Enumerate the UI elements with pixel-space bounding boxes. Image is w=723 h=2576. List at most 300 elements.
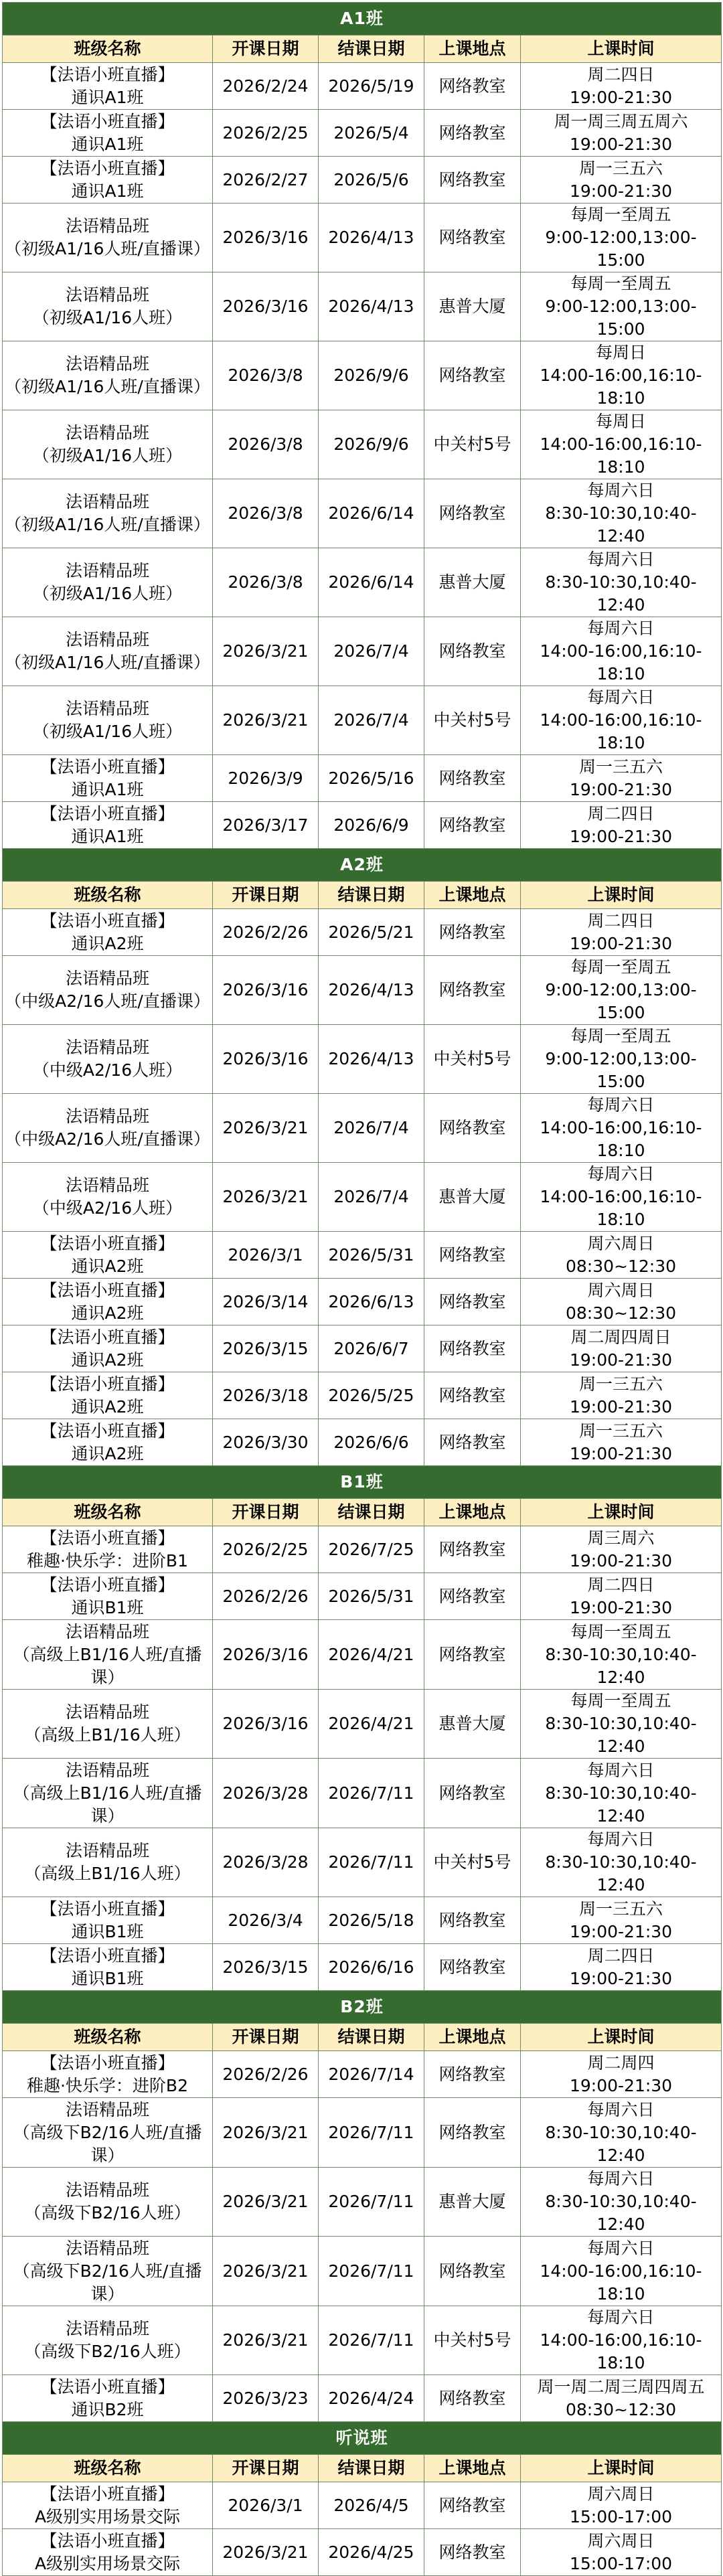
end-date-cell: 2026/4/24 (319, 2375, 424, 2422)
table-row (3, 617, 722, 686)
end-date-cell: 2026/6/14 (319, 479, 424, 548)
table-row (3, 2051, 722, 2098)
end-date-cell: 2026/6/13 (319, 1279, 424, 1325)
cell-line: 法语精品班 (65, 285, 149, 305)
cell-line: 8:30-10:30,10:40-12:40 (545, 503, 697, 546)
cell-line: 【法语小班直播】 (40, 910, 175, 931)
location-cell: 网络教室 (424, 802, 521, 849)
table-row (3, 1419, 722, 1466)
cell-line: 法语精品班 (65, 2099, 149, 2119)
cell-line: 周二四日 (587, 1945, 655, 1965)
table-row (3, 909, 722, 956)
cell-line: 15:00-17:00 (569, 2553, 673, 2573)
start-date-cell: 2026/3/14 (213, 1279, 319, 1325)
table-row (3, 63, 722, 110)
cell-line: 通识A2班 (71, 1256, 144, 1276)
class-name-cell (3, 341, 213, 410)
section-title-row (3, 3, 722, 35)
cell-line: （初级A1/16人班/直播课） (5, 239, 210, 258)
table-row (3, 157, 722, 204)
cell-line: （中级A2/16人班） (32, 1198, 183, 1218)
class-time-cell (521, 686, 722, 755)
start-date-cell: 2026/3/21 (213, 2237, 319, 2306)
cell-line: 法语精品班 (65, 1038, 149, 1057)
section-title: A1班 (3, 3, 722, 35)
cell-line: 通识A1班 (71, 181, 144, 201)
table-row (3, 802, 722, 849)
cell-line: （高级下B2/16人班/直播 (13, 2122, 202, 2142)
class-name-cell (3, 617, 213, 686)
cell-line: 周二周四周日 (570, 1327, 671, 1347)
header-class-time: 上课时间 (521, 35, 722, 63)
class-name-cell (3, 802, 213, 849)
class-time-cell (521, 2482, 722, 2529)
cell-line: 【法语小班直播】 (40, 2052, 175, 2073)
location-cell: 中关村5号 (424, 410, 521, 479)
end-date-cell: 2026/4/13 (319, 204, 424, 272)
start-date-cell: 2026/2/26 (213, 2051, 319, 2098)
class-time-cell (521, 1759, 722, 1828)
end-date-cell: 2026/5/25 (319, 1372, 424, 1419)
cell-line: 法语精品班 (65, 423, 149, 442)
start-date-cell: 2026/3/1 (213, 1232, 319, 1279)
class-time-cell (521, 909, 722, 956)
cell-line: 法语精品班 (65, 1841, 149, 1860)
location-cell: 网络教室 (424, 157, 521, 204)
location-cell: 中关村5号 (424, 2306, 521, 2375)
cell-line: 19:00-21:30 (569, 1350, 673, 1370)
class-name-cell (3, 272, 213, 341)
table-row (3, 686, 722, 755)
cell-line: 19:00-21:30 (569, 1550, 673, 1571)
start-date-cell: 2026/3/17 (213, 802, 319, 849)
cell-line: 8:30-10:30,10:40-12:40 (545, 2192, 697, 2234)
start-date-cell: 2026/2/27 (213, 157, 319, 204)
cell-line: 19:00-21:30 (569, 1597, 673, 1617)
cell-line: 19:00-21:30 (569, 933, 673, 953)
cell-line: 法语精品班 (65, 2319, 149, 2338)
class-time-cell (521, 755, 722, 802)
header-start-date: 开课日期 (213, 882, 319, 909)
start-date-cell: 2026/3/28 (213, 1759, 319, 1828)
cell-line: 【法语小班直播】 (40, 158, 175, 178)
cell-line: 法语精品班 (65, 216, 149, 236)
cell-line: 8:30-10:30,10:40-12:40 (545, 1644, 697, 1687)
cell-line: 8:30-10:30,10:40-12:40 (545, 1783, 697, 1826)
cell-line: 通识A2班 (71, 1350, 144, 1370)
cell-line: 周六周日 (587, 2484, 655, 2504)
location-cell: 网络教室 (424, 2051, 521, 2098)
location-cell: 网络教室 (424, 63, 521, 110)
class-time-cell (521, 802, 722, 849)
class-name-cell (3, 1232, 213, 1279)
cell-line: 19:00-21:30 (569, 87, 673, 107)
cell-line: 通识B1班 (71, 1597, 144, 1617)
header-class-time: 上课时间 (521, 1499, 722, 1526)
section-title: B2班 (3, 1991, 722, 2024)
class-name-cell (3, 909, 213, 956)
start-date-cell: 2026/3/8 (213, 410, 319, 479)
location-cell: 网络教室 (424, 1573, 521, 1620)
location-cell: 网络教室 (424, 909, 521, 956)
cell-line: 法语精品班 (65, 1621, 149, 1641)
cell-line: （初级A1/16人班） (32, 722, 183, 741)
end-date-cell: 2026/4/5 (319, 2482, 424, 2529)
start-date-cell: 2026/3/28 (213, 1828, 319, 1897)
class-name-cell (3, 2529, 213, 2576)
class-name-cell (3, 2482, 213, 2529)
cell-line: （初级A1/16人班/直播课） (5, 653, 210, 672)
cell-line: （高级上B1/16人班） (24, 1864, 191, 1883)
class-time-cell (521, 2098, 722, 2168)
cell-line: 每周六日 (587, 550, 655, 569)
location-cell: 网络教室 (424, 1944, 521, 1991)
class-time-cell (521, 617, 722, 686)
cell-line: 周一三五六 (579, 1899, 663, 1919)
cell-line: 稚趣·快乐学：进阶B2 (26, 2075, 188, 2095)
cell-line: 19:00-21:30 (569, 1396, 673, 1417)
end-date-cell: 2026/7/11 (319, 2168, 424, 2237)
cell-line: 【法语小班直播】 (40, 1327, 175, 1347)
end-date-cell: 2026/7/25 (319, 1526, 424, 1573)
class-time-cell (521, 1279, 722, 1325)
cell-line: 周一周二周三周四周五 (537, 2377, 705, 2397)
class-time-cell (521, 1944, 722, 1991)
location-cell: 网络教室 (424, 2375, 521, 2422)
class-name-cell (3, 63, 213, 110)
class-time-cell (521, 1828, 722, 1897)
start-date-cell: 2026/3/16 (213, 1025, 319, 1094)
course-schedule-table (2, 2, 722, 2576)
section-title-row (3, 1466, 722, 1499)
end-date-cell: 2026/4/13 (319, 272, 424, 341)
cell-line: 通识A1班 (71, 134, 144, 154)
cell-line: 法语精品班 (65, 2180, 149, 2200)
cell-line: 每周日 (596, 343, 647, 362)
class-time-cell (521, 1163, 722, 1232)
cell-line: 9:00-12:00,13:00-15:00 (545, 980, 697, 1022)
start-date-cell: 2026/3/21 (213, 2306, 319, 2375)
class-name-cell (3, 479, 213, 548)
column-header-row (3, 35, 722, 63)
class-name-cell (3, 1897, 213, 1944)
location-cell: 网络教室 (424, 1279, 521, 1325)
end-date-cell: 2026/7/4 (319, 1163, 424, 1232)
table-row (3, 1094, 722, 1163)
section-title: 听说班 (3, 2422, 722, 2455)
end-date-cell: 2026/5/21 (319, 909, 424, 956)
start-date-cell: 2026/2/26 (213, 1573, 319, 1620)
class-name-cell (3, 2237, 213, 2306)
column-header-row (3, 2024, 722, 2051)
class-time-cell (521, 410, 722, 479)
section-title: B1班 (3, 1466, 722, 1499)
header-end-date: 结课日期 (319, 35, 424, 63)
cell-line: A级别实用场景交际 (34, 2506, 181, 2526)
header-class-name: 班级名称 (3, 2455, 213, 2482)
cell-line: 每周六日 (587, 1760, 655, 1780)
cell-line: 14:00-16:00,16:10-18:10 (540, 1187, 702, 1229)
cell-line: 每周一至周五 (570, 205, 671, 224)
cell-line: 每周日 (596, 412, 647, 431)
start-date-cell: 2026/3/16 (213, 204, 319, 272)
start-date-cell: 2026/3/16 (213, 956, 319, 1025)
class-time-cell (521, 2051, 722, 2098)
class-time-cell (521, 1325, 722, 1372)
cell-line: 法语精品班 (65, 699, 149, 718)
cell-line: 每周六日 (587, 2169, 655, 2188)
header-start-date: 开课日期 (213, 2024, 319, 2051)
class-name-cell (3, 2306, 213, 2375)
cell-line: 法语精品班 (65, 2238, 149, 2258)
class-time-cell (521, 1025, 722, 1094)
class-time-cell (521, 2237, 722, 2306)
table-row (3, 548, 722, 617)
cell-line: 【法语小班直播】 (40, 1374, 175, 1394)
header-end-date: 结课日期 (319, 882, 424, 909)
header-location: 上课地点 (424, 35, 521, 63)
cell-line: 法语精品班 (65, 354, 149, 374)
header-end-date: 结课日期 (319, 2455, 424, 2482)
class-time-cell (521, 548, 722, 617)
table-row (3, 2375, 722, 2422)
cell-line: 【法语小班直播】 (40, 1233, 175, 1253)
cell-line: 通识A1班 (71, 826, 144, 846)
cell-line: 9:00-12:00,13:00-15:00 (545, 297, 697, 339)
end-date-cell: 2026/6/7 (319, 1325, 424, 1372)
location-cell: 中关村5号 (424, 1025, 521, 1094)
cell-line: （中级A2/16人班） (32, 1060, 183, 1080)
class-name-cell (3, 1759, 213, 1828)
class-time-cell (521, 2375, 722, 2422)
section-title-row (3, 849, 722, 882)
start-date-cell: 2026/3/8 (213, 548, 319, 617)
end-date-cell: 2026/5/4 (319, 110, 424, 157)
start-date-cell: 2026/3/16 (213, 1690, 319, 1759)
table-row (3, 1279, 722, 1325)
cell-line: 19:00-21:30 (569, 134, 673, 154)
start-date-cell: 2026/2/24 (213, 63, 319, 110)
header-class-time: 上课时间 (521, 882, 722, 909)
class-name-cell (3, 2168, 213, 2237)
cell-line: 每周六日 (587, 1830, 655, 1849)
cell-line: 法语精品班 (65, 969, 149, 988)
end-date-cell: 2026/6/6 (319, 1419, 424, 1466)
start-date-cell: 2026/3/8 (213, 341, 319, 410)
location-cell: 网络教室 (424, 956, 521, 1025)
header-start-date: 开课日期 (213, 2455, 319, 2482)
location-cell: 网络教室 (424, 1325, 521, 1372)
class-time-cell (521, 1897, 722, 1944)
location-cell: 网络教室 (424, 1526, 521, 1573)
cell-line: 【法语小班直播】 (40, 2377, 175, 2397)
end-date-cell: 2026/7/4 (319, 1094, 424, 1163)
end-date-cell: 2026/4/21 (319, 1690, 424, 1759)
start-date-cell: 2026/2/25 (213, 110, 319, 157)
class-time-cell (521, 157, 722, 204)
cell-line: 周二四日 (587, 803, 655, 823)
table-row (3, 1526, 722, 1573)
cell-line: 法语精品班 (65, 492, 149, 511)
start-date-cell: 2026/3/8 (213, 479, 319, 548)
end-date-cell: 2026/5/31 (319, 1232, 424, 1279)
cell-line: 【法语小班直播】 (40, 2530, 175, 2551)
cell-line: 通识A2班 (71, 1396, 144, 1417)
end-date-cell: 2026/5/19 (319, 63, 424, 110)
cell-line: 法语精品班 (65, 1107, 149, 1126)
cell-line: 每周六日 (587, 481, 655, 500)
table-row (3, 341, 722, 410)
cell-line: 【法语小班直播】 (40, 64, 175, 84)
location-cell: 网络教室 (424, 1759, 521, 1828)
class-time-cell (521, 1620, 722, 1690)
cell-line: 周一三五六 (579, 1374, 663, 1394)
class-time-cell (521, 1690, 722, 1759)
location-cell: 网络教室 (424, 2482, 521, 2529)
location-cell: 网络教室 (424, 204, 521, 272)
class-name-cell (3, 1419, 213, 1466)
start-date-cell: 2026/3/16 (213, 1620, 319, 1690)
start-date-cell: 2026/3/9 (213, 755, 319, 802)
location-cell: 惠普大厦 (424, 1690, 521, 1759)
class-time-cell (521, 272, 722, 341)
cell-line: 每周六日 (587, 619, 655, 638)
cell-line: 通识A2班 (71, 933, 144, 953)
table-row (3, 1573, 722, 1620)
cell-line: 通识A1班 (71, 87, 144, 107)
cell-line: 法语精品班 (65, 561, 149, 580)
cell-line: （高级下B2/16人班/直播 (13, 2261, 202, 2281)
cell-line: 8:30-10:30,10:40-12:40 (545, 572, 697, 615)
cell-line: 每周六日 (587, 688, 655, 707)
cell-line: 通识A2班 (71, 1443, 144, 1463)
cell-line: （高级上B1/16人班） (24, 1725, 191, 1745)
table-row (3, 1759, 722, 1828)
table-row (3, 2306, 722, 2375)
cell-line: 19:00-21:30 (569, 1921, 673, 1941)
start-date-cell: 2026/3/16 (213, 272, 319, 341)
cell-line: 课） (90, 1667, 125, 1687)
cell-line: 法语精品班 (65, 1760, 149, 1780)
table-row (3, 2482, 722, 2529)
class-name-cell (3, 1163, 213, 1232)
schedule-body (3, 3, 722, 2576)
class-name-cell (3, 110, 213, 157)
cell-line: （高级上B1/16人班/直播 (13, 1783, 202, 1803)
end-date-cell: 2026/9/6 (319, 341, 424, 410)
location-cell: 网络教室 (424, 479, 521, 548)
table-row (3, 272, 722, 341)
end-date-cell: 2026/7/4 (319, 617, 424, 686)
cell-line: 【法语小班直播】 (40, 1899, 175, 1919)
cell-line: 通识B1班 (71, 1921, 144, 1941)
header-class-name: 班级名称 (3, 1499, 213, 1526)
start-date-cell: 2026/3/1 (213, 2482, 319, 2529)
start-date-cell: 2026/3/21 (213, 1163, 319, 1232)
cell-line: 【法语小班直播】 (40, 111, 175, 131)
class-name-cell (3, 1690, 213, 1759)
cell-line: 19:00-21:30 (569, 1968, 673, 1988)
cell-line: （初级A1/16人班） (32, 308, 183, 327)
location-cell: 网络教室 (424, 2098, 521, 2168)
cell-line: 每周六日 (587, 1164, 655, 1184)
cell-line: 14:00-16:00,16:10-18:10 (540, 2261, 702, 2304)
start-date-cell: 2026/3/21 (213, 1094, 319, 1163)
cell-line: 14:00-16:00,16:10-18:10 (540, 366, 702, 408)
cell-line: 8:30-10:30,10:40-12:40 (545, 1714, 697, 1756)
class-name-cell (3, 1526, 213, 1573)
class-name-cell (3, 1620, 213, 1690)
class-name-cell (3, 204, 213, 272)
location-cell: 网络教室 (424, 617, 521, 686)
cell-line: 周一三五六 (579, 1421, 663, 1441)
class-name-cell (3, 1025, 213, 1094)
class-name-cell (3, 2375, 213, 2422)
cell-line: 周一周三周五周六 (554, 111, 688, 131)
header-class-time: 上课时间 (521, 2455, 722, 2482)
cell-line: A级别实用场景交际 (34, 2553, 181, 2573)
location-cell: 网络教室 (424, 1419, 521, 1466)
start-date-cell: 2026/3/15 (213, 1944, 319, 1991)
start-date-cell: 2026/2/26 (213, 909, 319, 956)
location-cell: 网络教室 (424, 1372, 521, 1419)
cell-line: 周六周日 (587, 1280, 655, 1300)
end-date-cell: 2026/7/11 (319, 2098, 424, 2168)
cell-line: 每周一至周五 (570, 1026, 671, 1046)
end-date-cell: 2026/7/11 (319, 1759, 424, 1828)
cell-line: （高级上B1/16人班/直播 (13, 1644, 202, 1664)
class-name-cell (3, 548, 213, 617)
cell-line: 课） (90, 2145, 125, 2165)
cell-line: 【法语小班直播】 (40, 756, 175, 777)
table-row (3, 1325, 722, 1372)
header-location: 上课地点 (424, 1499, 521, 1526)
cell-line: 【法语小班直播】 (40, 2484, 175, 2504)
cell-line: 法语精品班 (65, 1176, 149, 1195)
class-time-cell (521, 2306, 722, 2375)
cell-line: 08:30~12:30 (566, 1256, 677, 1276)
start-date-cell: 2026/3/18 (213, 1372, 319, 1419)
cell-line: 每周一至周五 (570, 274, 671, 293)
location-cell: 惠普大厦 (424, 2168, 521, 2237)
cell-line: （初级A1/16人班/直播课） (5, 377, 210, 396)
cell-line: 课） (90, 1805, 125, 1826)
class-name-cell (3, 157, 213, 204)
table-row (3, 1232, 722, 1279)
start-date-cell: 2026/3/30 (213, 1419, 319, 1466)
end-date-cell: 2026/6/14 (319, 548, 424, 617)
class-name-cell (3, 1944, 213, 1991)
end-date-cell: 2026/4/21 (319, 1620, 424, 1690)
cell-line: 【法语小班直播】 (40, 1280, 175, 1300)
location-cell: 网络教室 (424, 1897, 521, 1944)
location-cell: 网络教室 (424, 1094, 521, 1163)
cell-line: 14:00-16:00,16:10-18:10 (540, 1118, 702, 1160)
cell-line: 周六周日 (587, 1233, 655, 1253)
cell-line: 08:30~12:30 (566, 2399, 677, 2419)
class-time-cell (521, 1232, 722, 1279)
start-date-cell: 2026/3/21 (213, 617, 319, 686)
class-time-cell (521, 110, 722, 157)
cell-line: 稚趣·快乐学：进阶B1 (26, 1550, 188, 1571)
cell-line: （高级下B2/16人班） (24, 2342, 191, 2361)
table-row (3, 1372, 722, 1419)
cell-line: 【法语小班直播】 (40, 803, 175, 823)
cell-line: 【法语小班直播】 (40, 1575, 175, 1595)
cell-line: 14:00-16:00,16:10-18:10 (540, 710, 702, 752)
section-title-row (3, 1991, 722, 2024)
class-name-cell (3, 1279, 213, 1325)
